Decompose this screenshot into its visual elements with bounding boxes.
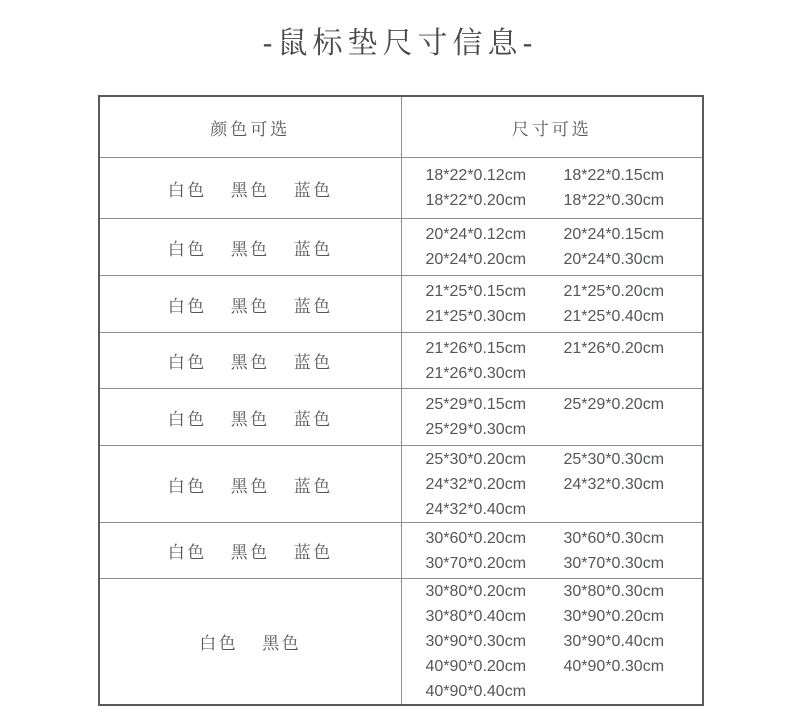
column-header-colors: 颜色可选 bbox=[99, 96, 401, 158]
color-option: 蓝色 bbox=[293, 409, 333, 429]
table-row bbox=[99, 389, 703, 446]
sizes-cell bbox=[401, 523, 703, 579]
color-option: 白色 bbox=[167, 476, 207, 496]
size-option: 20*24*0.30cm bbox=[563, 251, 665, 268]
color-option: 白色 bbox=[167, 409, 207, 429]
color-option: 白色 bbox=[167, 239, 207, 259]
size-option: 30*60*0.20cm bbox=[425, 529, 527, 547]
size-option: 21*26*0.20cm bbox=[563, 339, 665, 357]
size-info-table bbox=[98, 95, 704, 706]
size-option: 25*29*0.20cm bbox=[563, 396, 665, 413]
color-option: 蓝色 bbox=[293, 543, 333, 562]
table-body bbox=[99, 158, 703, 706]
sizes-grid bbox=[402, 392, 703, 442]
sizes-cell bbox=[401, 158, 703, 219]
table-row bbox=[99, 579, 703, 706]
sizes-cell bbox=[401, 446, 703, 523]
size-option: 24*32*0.30cm bbox=[563, 475, 665, 493]
size-option: 25*29*0.30cm bbox=[425, 421, 527, 438]
color-option: 蓝色 bbox=[293, 353, 333, 372]
sizes-grid bbox=[402, 447, 703, 522]
colors-cell bbox=[99, 158, 401, 219]
size-option: 21*25*0.30cm bbox=[425, 308, 527, 325]
size-option: 18*22*0.15cm bbox=[563, 167, 665, 184]
sizes-cell bbox=[401, 579, 703, 706]
size-option: 40*90*0.20cm bbox=[425, 658, 527, 675]
sizes-cell bbox=[401, 276, 703, 333]
table-row bbox=[99, 158, 703, 219]
sizes-cell bbox=[401, 333, 703, 389]
colors-cell bbox=[99, 219, 401, 276]
size-option: 20*24*0.20cm bbox=[425, 251, 527, 268]
color-option: 白色 bbox=[167, 353, 207, 372]
size-option: 25*30*0.30cm bbox=[563, 450, 665, 468]
size-option: 30*90*0.20cm bbox=[563, 608, 665, 625]
size-option: 30*70*0.20cm bbox=[425, 554, 527, 572]
size-option: 18*22*0.12cm bbox=[425, 167, 527, 184]
table-row bbox=[99, 333, 703, 389]
size-option: 25*30*0.20cm bbox=[425, 450, 527, 468]
colors-cell bbox=[99, 523, 401, 579]
size-option: 30*60*0.30cm bbox=[563, 529, 665, 547]
size-option: 30*90*0.30cm bbox=[425, 633, 527, 650]
size-option: 30*70*0.30cm bbox=[563, 554, 665, 572]
size-option: 18*22*0.20cm bbox=[425, 192, 527, 209]
size-option: 20*24*0.15cm bbox=[563, 226, 665, 243]
page-title: -鼠标垫尺寸信息- bbox=[262, 27, 538, 60]
table-row bbox=[99, 276, 703, 333]
color-option: 蓝色 bbox=[293, 476, 333, 496]
color-option: 蓝色 bbox=[293, 239, 333, 259]
table-row bbox=[99, 523, 703, 579]
size-option: 21*26*0.15cm bbox=[425, 339, 527, 357]
sizes-cell bbox=[401, 219, 703, 276]
color-option: 黑色 bbox=[230, 296, 270, 316]
colors-cell bbox=[99, 389, 401, 446]
size-option: 24*32*0.40cm bbox=[425, 500, 527, 518]
colors-cell bbox=[99, 446, 401, 523]
color-option: 白色 bbox=[199, 634, 239, 653]
size-option: 21*26*0.30cm bbox=[425, 364, 527, 382]
color-option: 白色 bbox=[167, 543, 207, 562]
size-option: 30*80*0.20cm bbox=[425, 583, 527, 600]
size-option: 40*90*0.40cm bbox=[425, 683, 527, 700]
size-option: 21*25*0.20cm bbox=[563, 283, 665, 300]
colors-cell bbox=[99, 579, 401, 706]
size-option: 18*22*0.30cm bbox=[563, 192, 665, 209]
header-row bbox=[99, 96, 703, 158]
table-row bbox=[99, 446, 703, 523]
sizes-grid bbox=[402, 279, 703, 329]
size-option: 30*80*0.40cm bbox=[425, 608, 527, 625]
sizes-grid bbox=[402, 163, 703, 213]
sizes-grid bbox=[402, 336, 703, 386]
size-option: 30*80*0.30cm bbox=[563, 583, 665, 600]
size-option: 30*90*0.40cm bbox=[563, 633, 665, 650]
sizes-grid bbox=[402, 222, 703, 272]
table-row bbox=[99, 219, 703, 276]
color-option: 黑色 bbox=[262, 634, 302, 653]
color-option: 白色 bbox=[167, 296, 207, 316]
color-option: 白色 bbox=[167, 180, 207, 200]
color-option: 黑色 bbox=[230, 239, 270, 259]
sizes-grid bbox=[402, 526, 703, 576]
color-option: 黑色 bbox=[230, 476, 270, 496]
color-option: 蓝色 bbox=[293, 296, 333, 316]
color-option: 黑色 bbox=[230, 409, 270, 429]
colors-cell bbox=[99, 333, 401, 389]
size-option: 24*32*0.20cm bbox=[425, 475, 527, 493]
size-option: 40*90*0.30cm bbox=[563, 658, 665, 675]
colors-cell bbox=[99, 276, 401, 333]
color-option: 黑色 bbox=[230, 543, 270, 562]
color-option: 黑色 bbox=[230, 353, 270, 372]
color-option: 黑色 bbox=[230, 180, 270, 200]
column-header-sizes: 尺寸可选 bbox=[401, 96, 703, 158]
sizes-grid bbox=[402, 579, 703, 704]
size-option: 21*25*0.40cm bbox=[563, 308, 665, 325]
sizes-cell bbox=[401, 389, 703, 446]
color-option: 蓝色 bbox=[293, 180, 333, 200]
size-option: 20*24*0.12cm bbox=[425, 226, 527, 243]
size-option: 25*29*0.15cm bbox=[425, 396, 527, 413]
size-option: 21*25*0.15cm bbox=[425, 283, 527, 300]
